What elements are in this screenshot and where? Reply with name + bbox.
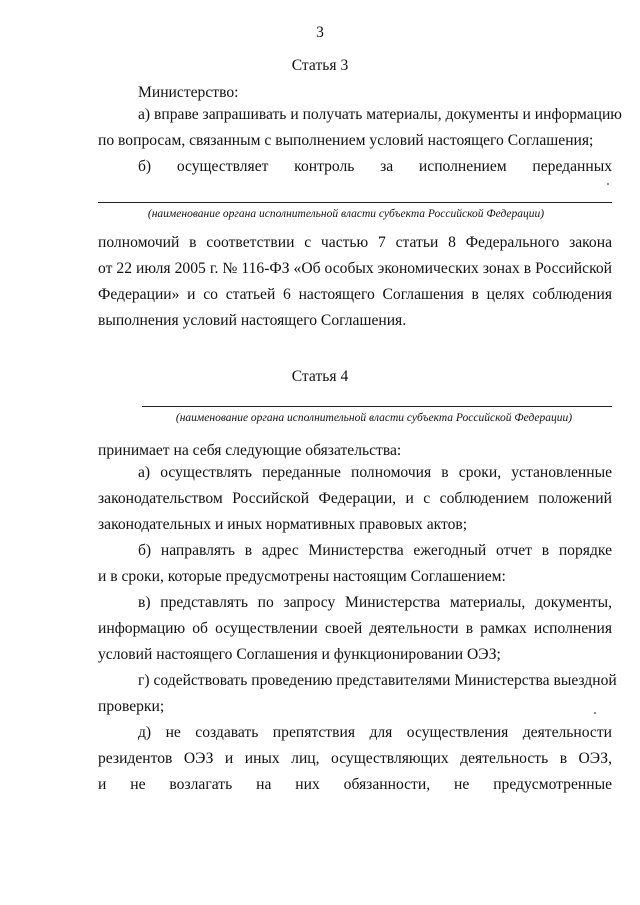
scan-speck bbox=[607, 183, 609, 185]
article-4-intro: принимает на себя следующие обязательства: bbox=[98, 442, 402, 459]
article-3-item-b-line-2: полномочий в соответствии с частью 7 статьи 8 Федерального закона bbox=[98, 234, 612, 251]
article-3-item-b-line-3: от 22 июля 2005 г. № 116-ФЗ «Об особых экономических зонах в Российской bbox=[98, 260, 612, 277]
article-4-item-g-line-1: г) содействовать проведению представителями Министерства выездной bbox=[138, 672, 617, 689]
article-4-item-g-line-2: проверки; bbox=[98, 698, 165, 715]
article-4-item-a-line-3: законодательных и иных нормативных правовых актов; bbox=[98, 516, 468, 533]
article-3-blank-caption: (наименование органа исполнительной власти субъекта Российской Федерации) bbox=[147, 208, 545, 220]
article-3-blank-line bbox=[98, 202, 612, 203]
article-4-item-v-line-1: в) представлять по запросу Министерства материалы, документы, bbox=[138, 594, 612, 611]
page-number: 3 bbox=[316, 24, 324, 41]
article-4-item-a-line-1: а) осуществлять переданные полномочия в сроки, установленные bbox=[138, 464, 612, 481]
article-3-item-a-line-2: по вопросам, связанным с выполнением условий настоящего Соглашения; bbox=[98, 132, 594, 149]
article-3-item-b-line-1: б) осуществляет контроль за исполнением переданных bbox=[138, 158, 612, 175]
article-4-blank-line bbox=[142, 406, 612, 407]
article-4-item-d-line-1: д) не создавать препятствия для осуществления деятельности bbox=[138, 724, 612, 741]
article-4-title: Статья 4 bbox=[291, 368, 349, 385]
article-4-item-b-line-2: и в сроки, которые предусмотрены настоящим Соглашением: bbox=[98, 568, 506, 585]
scan-speck bbox=[594, 712, 596, 714]
article-3-title: Статья 3 bbox=[291, 57, 349, 74]
article-3-item-b-line-4: Федерации» и со статьей 6 настоящего Соглашения в целях соблюдения bbox=[98, 286, 612, 303]
article-4-item-d-line-3: и не возлагать на них обязанности, не предусмотренные bbox=[98, 776, 612, 793]
article-4-blank-caption: (наименование органа исполнительной власти субъекта Российской Федерации) bbox=[175, 412, 573, 424]
article-3-item-b-line-5: выполнения условий настоящего Соглашения. bbox=[98, 312, 407, 329]
article-3-intro: Министерство: bbox=[138, 84, 239, 101]
article-4-item-a-line-2: законодательством Российской Федерации, и с соблюдением положений bbox=[98, 490, 612, 507]
article-4-item-d-line-2: резидентов ОЭЗ и иных лиц, осуществляющих деятельность в ОЭЗ, bbox=[98, 750, 612, 767]
article-4-item-v-line-2: информацию об осуществлении своей деятельности в рамках исполнения bbox=[98, 620, 612, 637]
article-3-item-a-line-1: а) вправе запрашивать и получать материалы, документы и информацию bbox=[138, 106, 622, 123]
article-4-item-v-line-3: условий настоящего Соглашения и функционировании ОЭЗ; bbox=[98, 646, 501, 663]
article-4-item-b-line-1: б) направлять в адрес Министерства ежегодный отчет в порядке bbox=[138, 542, 612, 559]
